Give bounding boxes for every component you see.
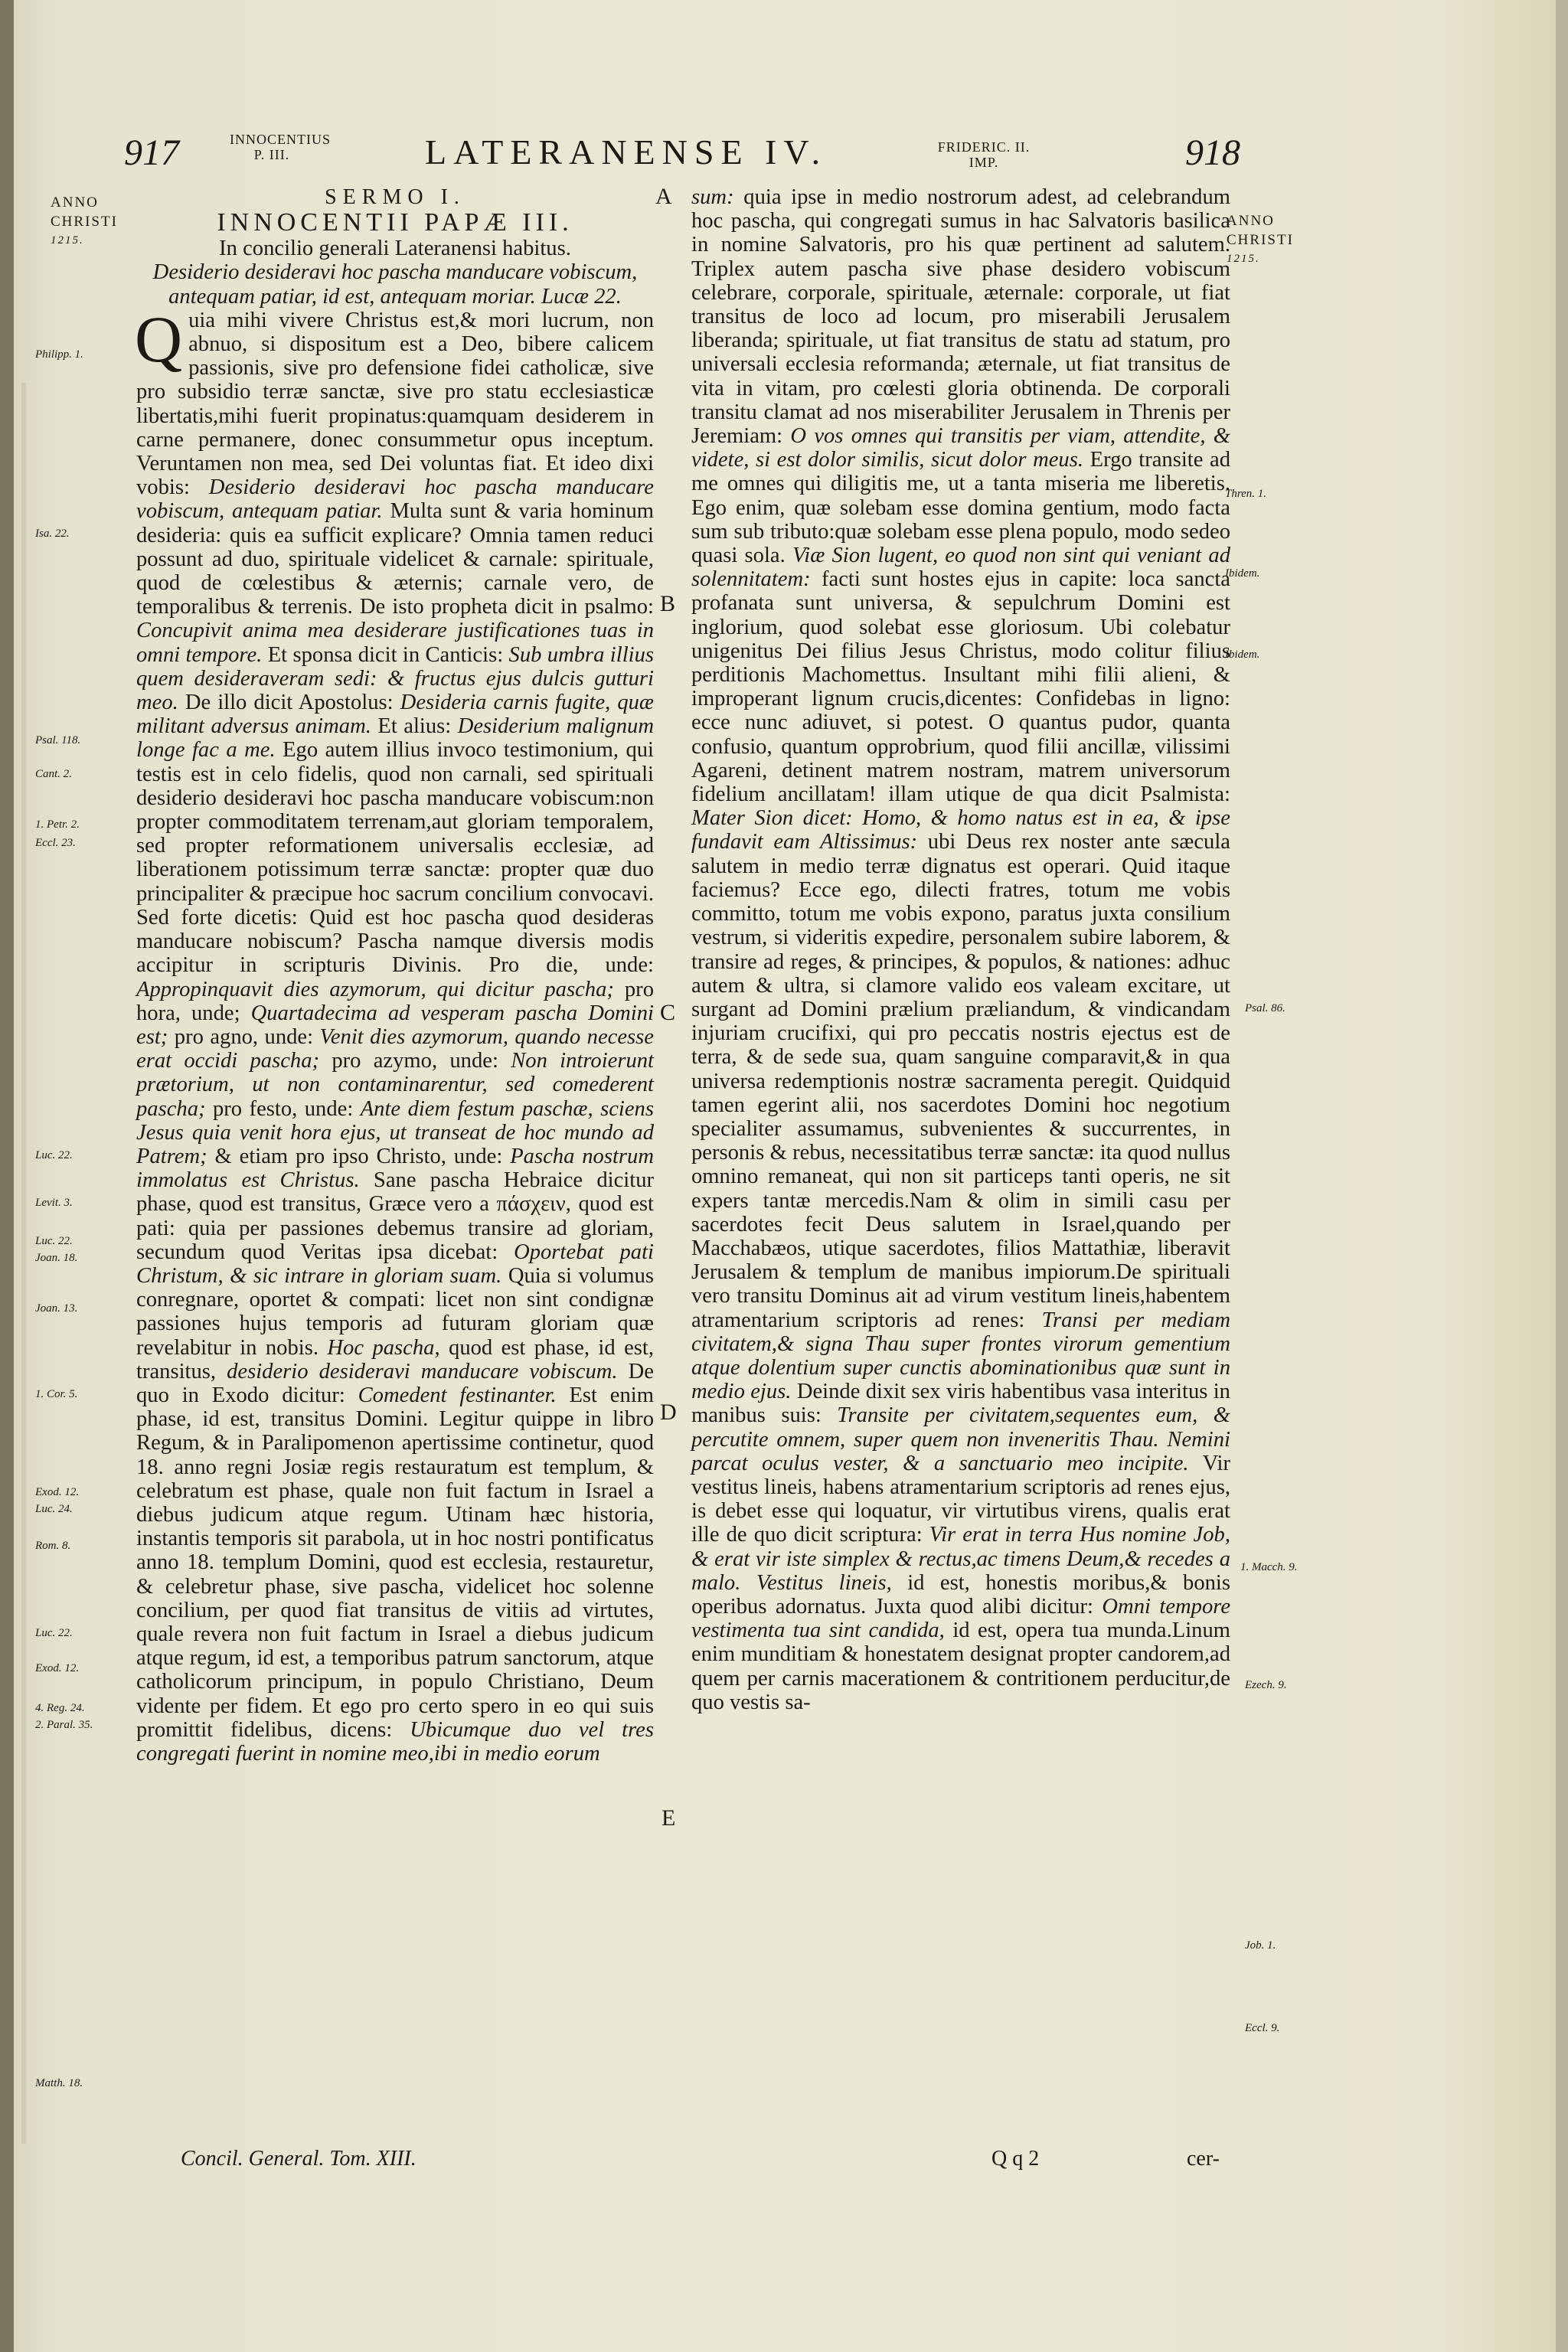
quotation: Ubicumque duo vel tres congregati fuerint in nomine meo,ibi in medio eorum [136, 1717, 654, 1766]
margin-ref: Luc. 22. [35, 1235, 73, 1247]
text-run: pro agno, unde: [174, 1024, 314, 1049]
margin-ref: 1. Petr. 2. [35, 818, 80, 831]
quotation: Hoc pascha, [327, 1335, 440, 1360]
margin-ref: Psal. 86. [1245, 1002, 1285, 1014]
text-run: quod est phase, id est, transitus, [136, 1335, 654, 1383]
text-run: Sane pascha Hebraice dicitur phase, quod est transitus, Græce vero a πάσχειν, quod est pati: quia per passiones debemus transire ad gloriam, secundum quod Veritas ipsa dicebat: [136, 1168, 655, 1264]
margin-ref: Psal. 118. [35, 734, 81, 746]
text-run: pro hora, unde; [136, 977, 654, 1025]
right-column [691, 185, 1230, 1714]
margin-ref: Ezech. 9. [1245, 1679, 1287, 1691]
quotation: Transite per civitatem,sequentes eum, & percutite omnem, super quem non inveneritis Thau. Nemini parcat oculus vester, & a sanctuario meo incipite. [691, 1403, 1231, 1475]
anno-right-line: 1215. [1227, 253, 1260, 265]
margin-ref: Luc. 22. [35, 1627, 73, 1639]
text-run: Et sponsa dicit in Canticis: [267, 642, 504, 667]
text-run: Est enim phase, id est, transitus Domini. Legitur quippe in libro Regum, & in Paralipomenon apertissime continetur, quod 18. anno regni Josiæ regis restauratum est templum, & celebratum est phase, quale non fuit factum in Israel a diebus judicum atque regum. Utinam hæc historia, instantis temporis sit parabola, ut in hoc nostri pontificatus anno 18. templum Domini, quod est ecclesia, restauretur, & celebretur phase, sive pascha, videlicet hoc solenne concilium, per quod fiat transitus de vitiis ad virtutes, quale revera non fuit factum in Israel a diebus judicum atque regum, id est, a temporibus patrum sanctorum, atque catholicorum principum, in populo Christiano, Deum vidente per fidem. Et ego pro certo spero in eo qui suis promittit fidelibus, dicens: [136, 1383, 654, 1742]
section-mark: B [660, 591, 676, 616]
section-mark: D [660, 1400, 677, 1425]
margin-ref: Philipp. 1. [35, 348, 83, 361]
quotation: Desideria carnis fugite, quæ militant adversus animam. [136, 691, 654, 739]
quotation: Venit dies azymorum, quando necesse erat occidi pascha; [136, 1024, 654, 1073]
header-pope [230, 132, 331, 162]
quotation: Concupivit anima mea desiderare justificationes tuas in omni tempore. [136, 619, 654, 667]
anno-right-line: CHRISTI [1227, 232, 1294, 248]
text-run: quia ipse in medio nostrorum adest, ad celebrandum hoc pascha, qui congregati sumus in hac Salvatoris basilica in nomine Salvatoris, pro his quæ pertinent ad salutem. Triplex autem pascha sive phase desidero vobiscum celebrare, corporale, spirituale, æternale: corporale, ut fiat transitus de loco ad locum, pro miserabili Jerusalem liberanda; spirituale, ut fiat transitus de statu ad statum, pro universali ecclesia reformanda; æternale, ut fiat transitus de vita in vitam, pro cœlesti gloria obtinenda. De corporali transitu clamat ad nos miserabiliter Jerusalem in Threnis per Jeremiam: [691, 185, 1230, 449]
margin-ref: Luc. 22. [35, 1149, 73, 1161]
text-run: De illo dicit Apostolus: [185, 691, 394, 715]
left-column [136, 185, 654, 1766]
body-paragraph [135, 302, 655, 1766]
quotation: desiderio desideravi manducare vobiscum. [227, 1359, 618, 1383]
page-number-left: 917 [124, 132, 179, 173]
anno-left-line: 1215. [51, 234, 84, 247]
quotation: Omni tempore vestimenta tua sint candida, [691, 1594, 1231, 1643]
quotation: Desiderium malignum longe fac a me. [136, 714, 654, 763]
sermon-number: SERMO I. [325, 185, 466, 209]
text-run: uia mihi vivere Christus est,& mori lucrum, non abnuo, si dispositum est a Deo, bibere calicem passionis, sive pro defensione fidei catholicæ, sive pro subsidio terræ sanctæ, sive pro statu ecclesiasticæ libertatis,mihi fuerit propinatus:quamquam desiderem in carne permanere, donec consummetur opus inceptum. Veruntamen non mea, sed Dei voluntas fiat. Et ideo dixi vobis: [136, 308, 654, 500]
margin-ref: Isa. 22. [35, 528, 70, 540]
sermon-subtitle: In concilio generali Lateranensi habitus. [219, 237, 571, 261]
sermon-title: INNOCENTII PAPÆ III. [217, 208, 573, 237]
margin-ref: 2. Paral. 35. [35, 1719, 93, 1731]
quotation: Transi per mediam civitatem,& signa Thau super frontes virorum gementium atque dolentium super cunctis abominationibus quæ sunt in medio ejus. [691, 1308, 1230, 1404]
anno-left-line: ANNO [51, 194, 99, 211]
section-mark: C [660, 1000, 676, 1025]
anno-left-line: CHRISTI [51, 214, 118, 230]
margin-ref: 4. Reg. 24. [35, 1702, 85, 1714]
margin-ref: Eccl. 23. [35, 837, 76, 849]
quotation: Desiderio desideravi hoc pascha manducare vobiscum, antequam patiar. [136, 475, 654, 524]
text-run: ubi Deus rex noster ante sæcula salutem in medio terræ dignatus est operari. Quid itaque faciemus? Ecce ego, dilecti fratres, totum me vobis committo, totum me vobis expono, paratus juxta consilium vestrum, si videritis expedire, personalem subire laborem, & transire ad reges, & principes, & populos, & nationes: adhuc autem & ultra, si clamore valido eos valeam excitare, ut surgant ad Domini prælium præliandum, & vindicandam injuriam crucifixi, qui pro peccatis nostris ejectus est de terra, & de sede sua, quam sanguine comparavit,& in qua universa redemptionis nostræ sacramenta peregit. Quidquid tamen egerint alii, nos sacerdotes Domini hoc negotium specialiter assumamus, subvenientes & succurrentes, in personis & rebus, necessitatibus terræ sanctæ: ita quod nullus omnino remaneat, qui non sit particeps tanti operis, ne sit expers tantæ mercedis.Nam & olim in simili casu per sacerdotes fecit Deus salutem in Israel,quando per Macchabæos, utique sacerdotes, filios Mattathiæ, liberavit Jerusalem & templum de manibus impiorum.De spirituali vero transitu Dominus ait ad virum vestitum lineis,habentem atramentarium scriptoris ad renes: [691, 830, 1230, 1332]
running-header [115, 132, 1263, 185]
text-run: Ergo transite ad me omnes qui diligitis me, ut a tanta miseria me liberetis. Ego enim, quæ solebam esse domina gentium, modo facta sum sub tributo:quæ solebam esse plena populo, modo sedeo quasi sola. [691, 448, 1230, 568]
text-run: Multa sunt & varia hominum desideria: quis ea sufficit explicare? Omnia tamen reduci possunt ad duo, spirituale videlicet & carnale: spirituale, quod de cœlestibus & æternis; carnale vero, de temporalibus & terrenis. De isto propheta dicit in psalmo: [136, 499, 654, 619]
margin-ref: Thren. 1. [1225, 488, 1267, 500]
drop-initial: Q [135, 302, 183, 376]
text-run: Deinde dixit sex viris habentibus vasa interitus in manibus suis: [691, 1380, 1230, 1428]
margin-ref: 1. Macch. 9. [1240, 1561, 1298, 1573]
quotation: Comedent festinanter. [358, 1383, 557, 1407]
text-run: Quia si volumus conregnare, oportet & compati: licet non sint condignæ passiones hujus temporis ad futuram gloriam quæ revelabitur in nobis. [136, 1263, 655, 1360]
margin-ref: Exod. 12. [35, 1486, 80, 1498]
margin-ref: Joan. 18. [35, 1252, 78, 1264]
header-emperor-title: IMP. [969, 155, 999, 170]
book-spine [0, 0, 14, 2352]
quotation: Quartadecima ad vesperam pascha Domini est; [136, 1001, 654, 1049]
margin-ref: Joan. 13. [35, 1302, 78, 1315]
page-edge [1556, 0, 1568, 2352]
header-pope-name: INNOCENTIUS [230, 132, 331, 147]
text-run: facti sunt hostes ejus in capite: loca sancta profanata sunt universa, & sepulchrum Domini est inglorium, quod solebat esse gloriosum. Ubi colebatur unigenitus Dei filius Jesus Christus, modo colitur filius perditionis Machomettus. Insultant mihi filii alieni, & improperant lignum crucis,dicentes: Confidebas in ligno: ecce nunc adiuvet, si potest. O quantus pudor, quanta confusio, quantum opprobrium, quod filii ancillæ, vilissimi Agareni, detinent matrem nostram, matrem universorum fidelium ancillatam! illam utique de qua dicit Psalmista: [691, 567, 1230, 807]
margin-ref: Levit. 3. [35, 1197, 73, 1209]
header-title: LATERANENSE IV. [425, 132, 828, 172]
text-run: id est, honestis moribus,& bonis operibus adornatus. Juxta quod alibi dicitur: [691, 1570, 1231, 1619]
quotation: Oportebat pati Christum, & sic intrare in gloriam suam. [136, 1240, 654, 1288]
header-emperor-name: FRIDERIC. II. [937, 139, 1031, 155]
header-pope-title: P. III. [253, 147, 290, 162]
body-paragraph [691, 185, 1230, 1714]
quotation: Ante diem festum paschæ, sciens Jesus quia venit hora ejus, ut transeat de hoc mundo ad Patrem; [136, 1096, 654, 1168]
quotation: Mater Sion dicet: Homo, & homo natus est in ea, & ipse fundavit eam Altissimus: [691, 806, 1230, 854]
quotation: O vos omnes qui transitis per viam, attendite, & videte, si est dolor similis, sicut dolor meus. [691, 424, 1230, 472]
text-run: De quo in Exodo dicitur: [136, 1359, 654, 1407]
catchword: cer- [1187, 2147, 1220, 2171]
quotation: Viæ Sion lugent, eo quod non sint qui veniant ad solennitatem: [691, 544, 1231, 592]
page-number-right: 918 [1185, 132, 1240, 173]
text-run: pro festo, unde: [212, 1096, 354, 1121]
quotation: Vir erat in terra Hus nomine Job, & erat vir iste simplex & rectus,ac timens Deum,& recedes a malo. [691, 1523, 1230, 1595]
anno-left [51, 193, 118, 250]
margin-ref: 1. Cor. 5. [35, 1388, 78, 1400]
text-run: & etiam pro ipso Christo, unde: [214, 1144, 503, 1168]
margin-ref: Exod. 12. [35, 1662, 80, 1674]
header-emperor [926, 139, 1041, 170]
section-mark: A [655, 184, 672, 209]
margin-ref: Rom. 8. [35, 1540, 71, 1552]
sermon-epigraph: Desiderio desideravi hoc pascha manducare vobiscum, antequam patiar, id est, antequam moriar. Lucæ 22. [152, 260, 638, 309]
section-mark: E [662, 1805, 676, 1831]
anno-right-line: ANNO [1227, 213, 1275, 229]
volume-footer: Concil. General. Tom. XIII. [181, 2147, 416, 2171]
margin-ref: Job. 1. [1245, 1939, 1276, 1952]
text-run: id est, opera tua munda.Linum enim munditiam & honestatem designat propter candorem,ad quem per carnis macerationem & contritionem perducitur,de quo vestis sa- [691, 1619, 1231, 1714]
signature-mark: Q q 2 [991, 2147, 1040, 2171]
margin-ref: Cant. 2. [35, 768, 72, 780]
margin-ref: Matth. 18. [35, 2077, 83, 2089]
margin-ref: Luc. 24. [35, 1503, 73, 1515]
quotation: sum: [691, 185, 734, 209]
text-run: pro azymo, unde: [332, 1049, 498, 1073]
text-run: Ego autem illius invoco testimonium, qui testis est in celo fidelis, quod non carnali, sed spirituali desiderio desideravi hoc pascha manducare vobiscum:non propter commoditatem terrenam,aut gloriam temporalem, sed propter reformationem universalis ecclesiæ, ad liberationem potissimum terræ sanctæ: propter quæ duo principaliter & præcipue hoc sacrum concilium convocavi. Sed forte dicetis: Quid est hoc pascha quod desideras manducare nobiscum? Pascha namque diversis modis accipitur in scripturis Divinis. Pro die, unde: [136, 738, 654, 978]
paper-stain [21, 383, 26, 2144]
quotation: Vestitus lineis, [756, 1570, 892, 1595]
margin-ref: Ibidem. [1225, 648, 1260, 661]
margin-ref: Ibidem. [1225, 567, 1260, 580]
quotation: Pascha nostrum immolatus est Christus. [136, 1144, 654, 1193]
text-run: Et alius: [377, 714, 452, 739]
margin-ref: Eccl. 9. [1245, 2022, 1280, 2034]
anno-right [1227, 211, 1294, 269]
quotation: Appropinquavit dies azymorum, qui dicitur pascha; [136, 977, 614, 1001]
quotation: Sub umbra illius quem desideraveram sedi: & fructus ejus dulcis gutturi meo. [136, 642, 655, 715]
text-run: Vir vestitus lineis, habens atramentarium scriptoris ad renes ejus, is debet esse qui loquatur, vir virtutibus virens, qualis erat ille de quo dicit scriptura: [691, 1451, 1230, 1547]
quotation: Non introierunt prætorium, ut non contaminarentur, sed comederent pascha; [136, 1049, 655, 1121]
